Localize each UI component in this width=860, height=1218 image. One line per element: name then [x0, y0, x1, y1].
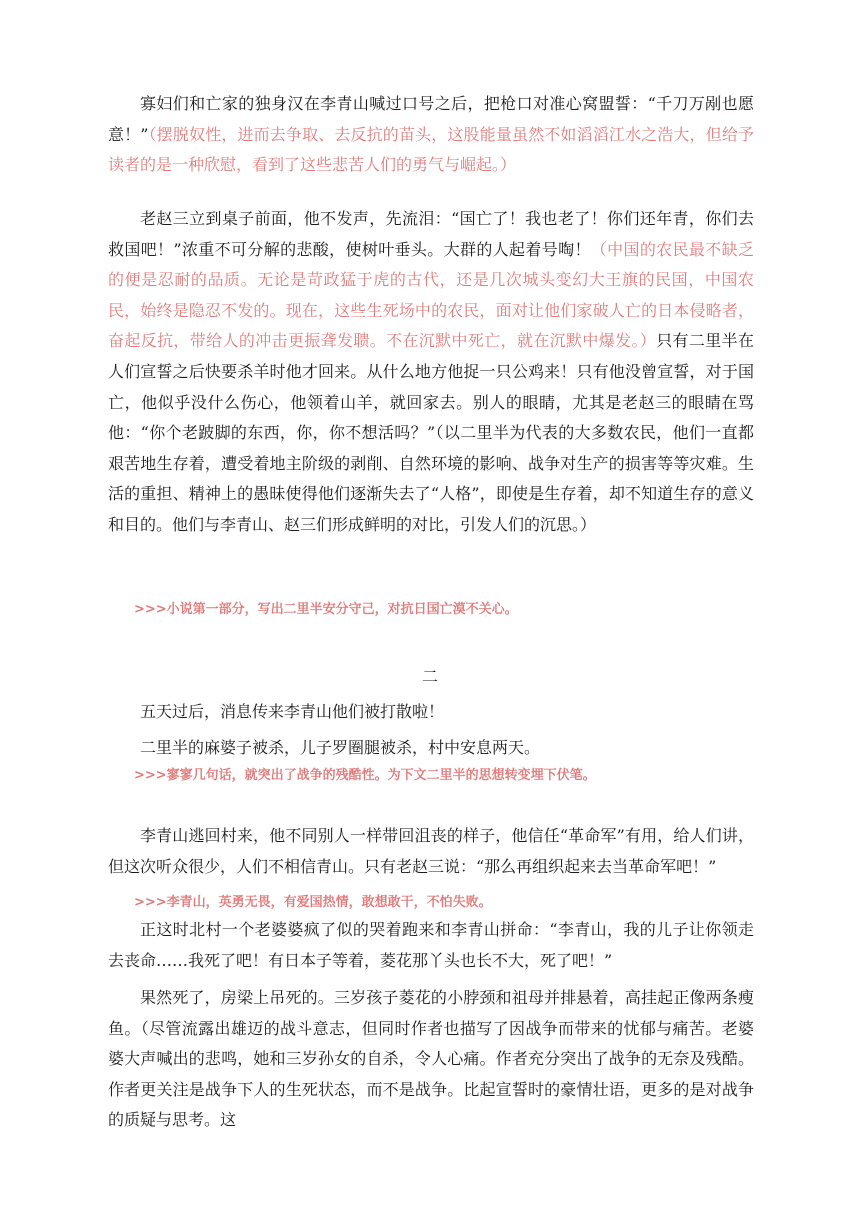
- paragraph-oath: [108, 89, 754, 181]
- oath-commentary: （摆脱奴性，进而去争取、去反抗的苗头，这股能量虽然不如滔滔江水之浩大，但给予读者的是一种欣慰，看到了这些悲苦人们的勇气与崛起。）: [108, 124, 754, 175]
- paragraph-li-qingshan: 李青山逃回村来，他不同别人一样带回沮丧的样子，他信任“革命军”有用，给人们讲，但这次听众很少，人们不相信青山。只有老赵三说：“那么再组织起来去当革命军吧！”: [108, 826, 754, 876]
- erliban-text: 只有二里半在人们宣誓之后快要杀羊时他才回来。从什么地方他捉一只公鸡来！只有他没曾宣誓，对于国亡，他似乎没什么伤心，他领着山羊，就回家去。别人的眼睛，尤其是老赵三的眼睛在骂他：“你个老跛脚的东西，你，你不想活吗？”（以二里半为代表的大多数农民，他们一直都艰苦地生存着，遭受着地主阶级的剥削、自然环境的影响、战争对生产的损害等等灾难。生活的重担、精神上的愚昧使得他们逐渐失去了“人格”，即使是生存着，却不知道生存的意义和目的。他们与李青山、赵三们形成鲜明的对比，引发人们的沉思。）: [108, 331, 754, 534]
- zhao-san-commentary: （中国的农民最不缺乏的便是忍耐的品质。无论是苛政猛于虎的古代，还是几次城头变幻大王旗的民国，中国农民，始终是隐忍不发的。现在，这些生死场中的农民，面对让他们家破人亡的日本侵略者，奋起反抗，带给人的冲击更振聋发聩。不在沉默中死亡，就在沉默中爆发。）: [108, 239, 754, 351]
- oath-text: 寡妇们和亡家的独身汉在李青山喊过口号之后，把枪口对准心窝盟誓：“千刀万剐也愿意！”: [108, 94, 754, 144]
- paragraph-hanging: 果然死了，房梁上吊死的。三岁孩子菱花的小脖颈和祖母并排悬着，高挂起正像两条瘦鱼。（尽管流露出雄迈的战斗意志，但同时作者也描写了因战争而带来的忧郁与痛苦。老婆婆大声喊出的悲鸣，她和三岁孙女的自杀，令人心痛。作者充分突出了战争的无奈及残酷。作者更关注是战争下人的生死状态，而不是战争。比起宣誓时的豪情壮语，更多的是对战争的质疑与思考。这: [108, 988, 754, 1130]
- zhao-san-text: 老赵三立到桌子前面，他不发声，先流泪：“国亡了！我也老了！你们还年青，你们去救国吧！”浓重不可分解的悲酸，使树叶垂头。大群的人起着号啕！: [108, 209, 754, 259]
- annotation-note-1: >>>小说第一部分，写出二里半安分守己，对抗日国亡漠不关心。: [134, 602, 518, 617]
- paragraph-zhao-san: [108, 204, 754, 541]
- annotation-note-3: >>>李青山，英勇无畏，有爱国热情，敢想敢干，不怕失败。: [134, 895, 492, 910]
- paragraph-old-woman: 正这时北村一个老婆婆疯了似的哭着跑来和李青山拼命：“李青山，我的儿子让你领走去丧命……我死了吧！有日本子等着，菱花那丫头也长不大，死了吧！”: [108, 920, 754, 970]
- annotation-note-2: >>>寥寥几句话，就突出了战争的残酷性。为下文二里半的思想转变埋下伏笔。: [134, 768, 596, 783]
- paragraph-news: 五天过后，消息传来李青山他们被打散啦！: [140, 702, 445, 721]
- section-title: 二: [421, 667, 438, 686]
- paragraph-deaths: 二里半的麻婆子被杀，儿子罗圈腿被杀，村中安息两天。: [140, 738, 541, 757]
